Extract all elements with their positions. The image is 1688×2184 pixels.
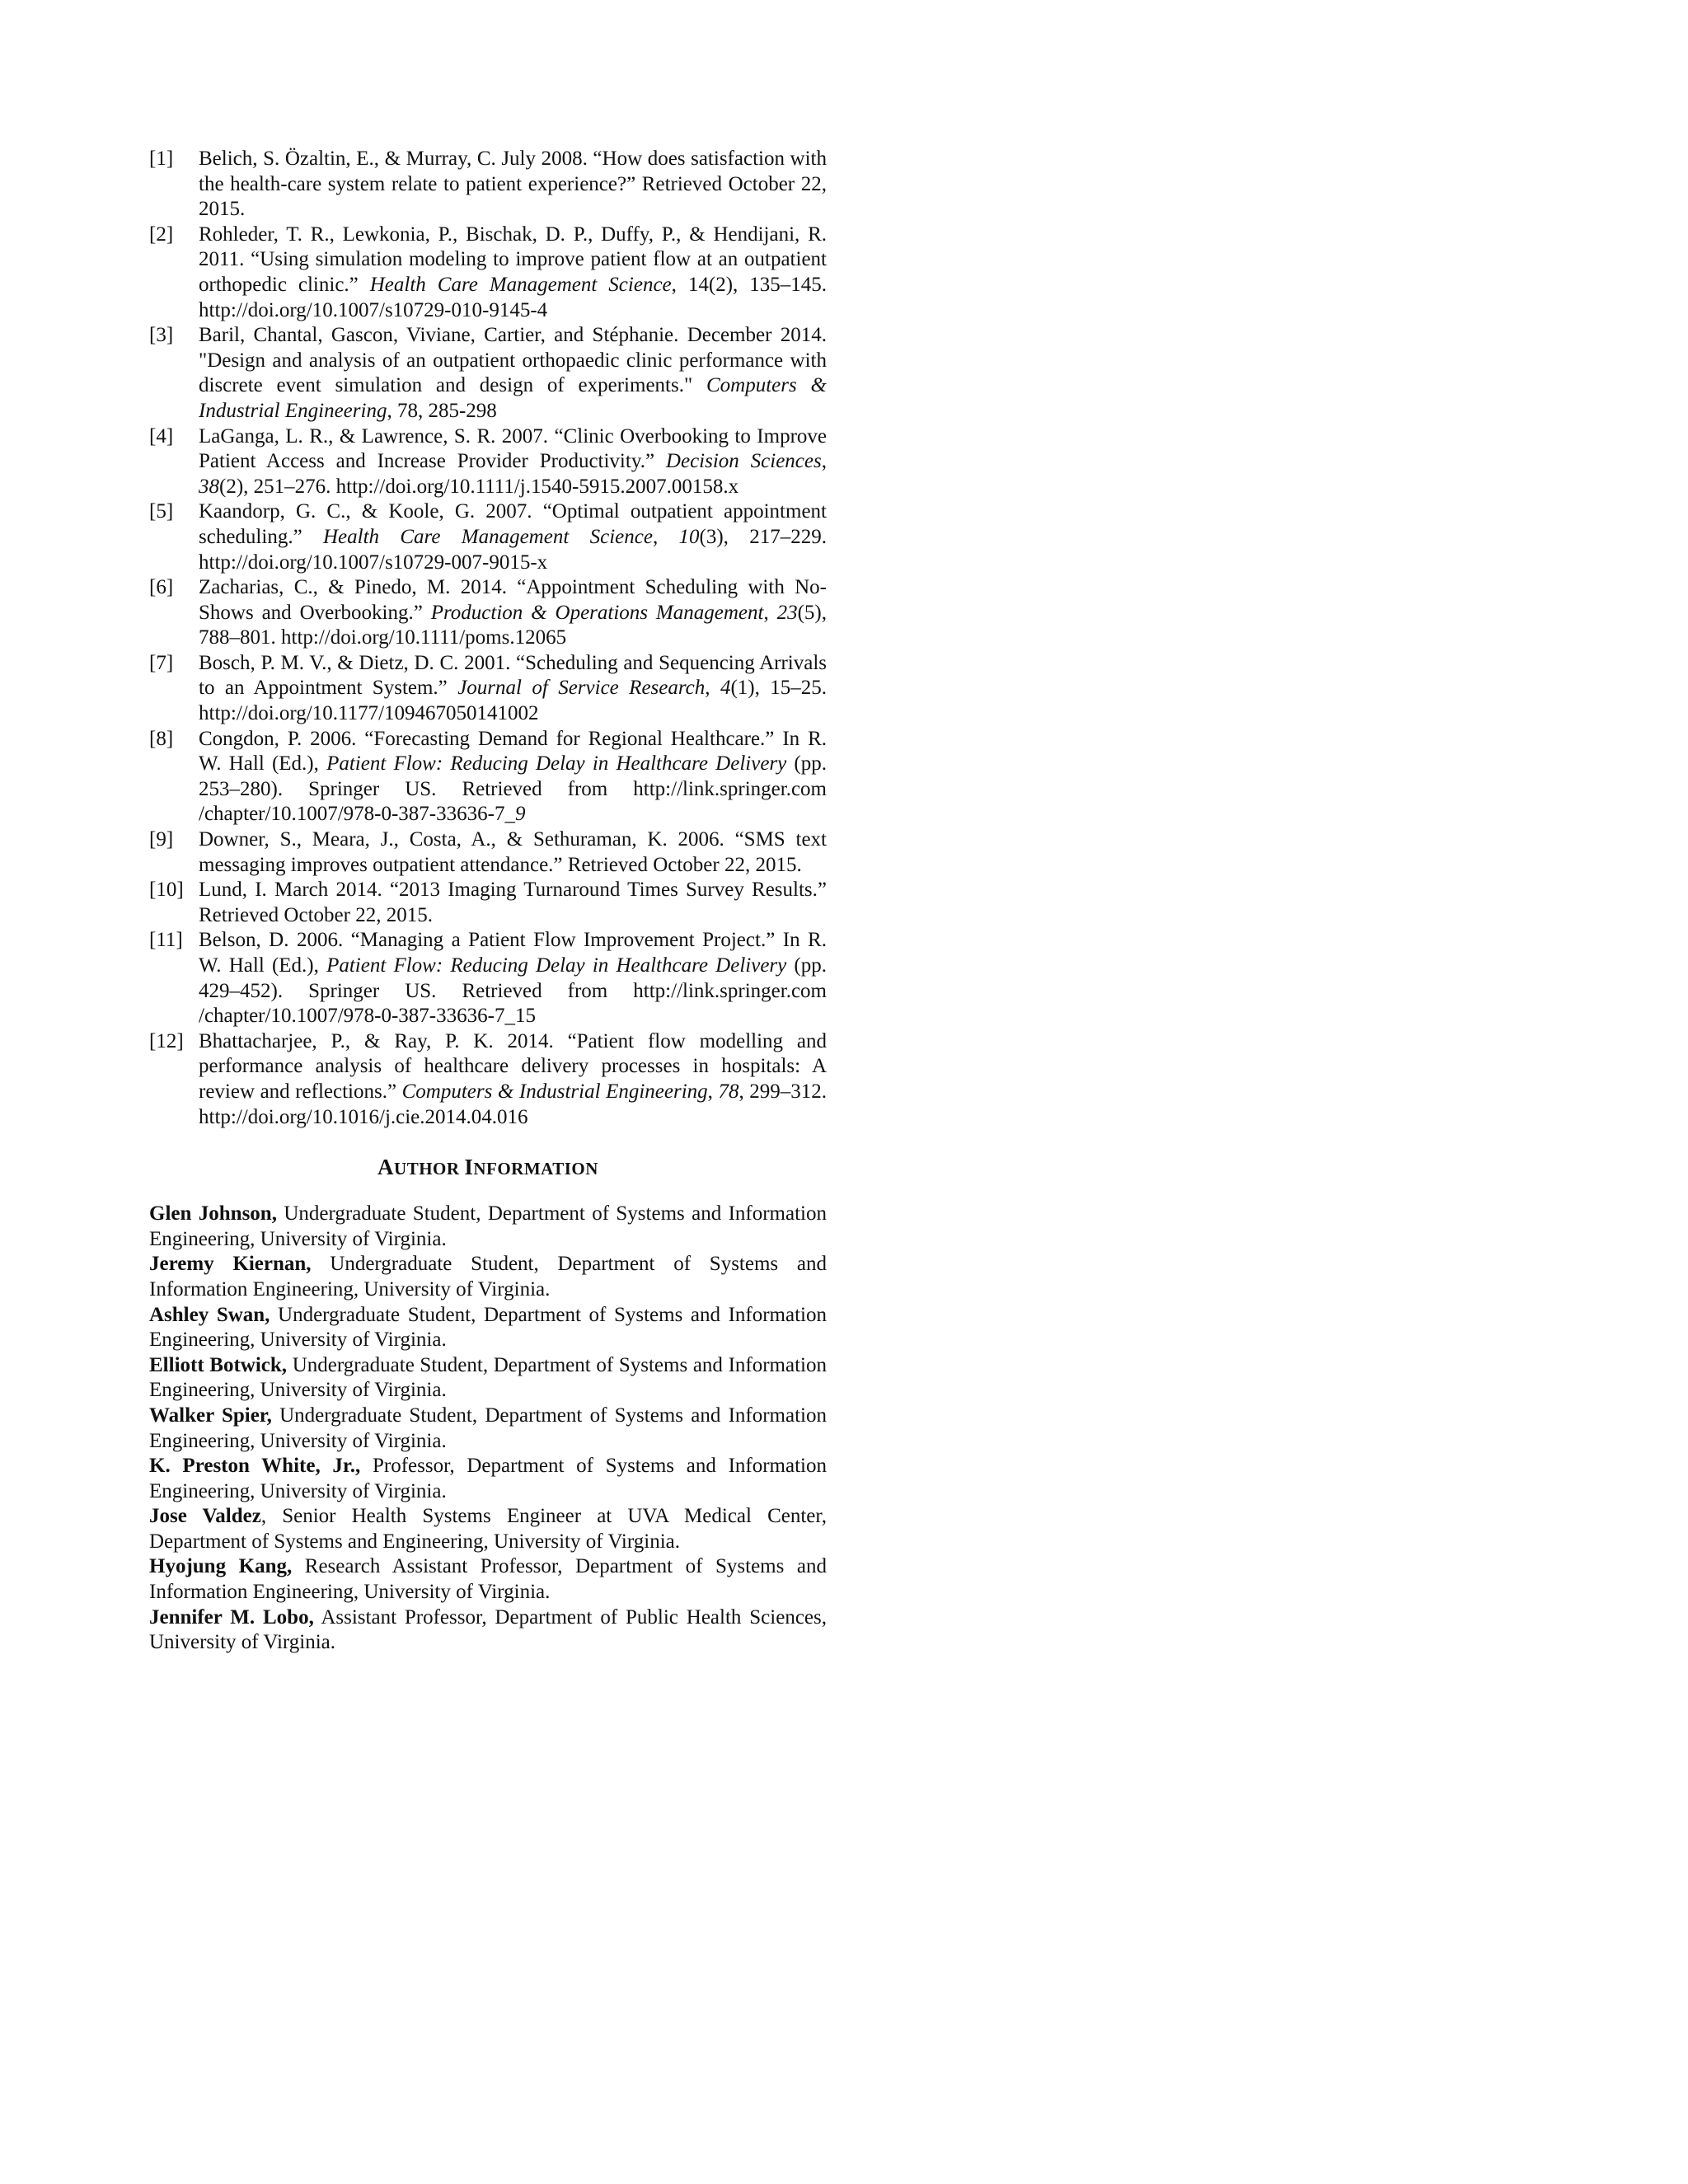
reference-number: [8]: [149, 727, 174, 750]
reference-text: Congdon, P. 2006. “Forecasting Demand for Regional Healthcare.” In R. W. Hall (Ed.), Patient Flow: Reducing Delay in Healthcare Delivery (pp. 253–280). Springer US. Retrieved from http://link.springer.com /chapter/10.1007/978-0-387-33636-7_9: [199, 727, 828, 826]
author-name: Glen Johnson,: [149, 1202, 277, 1226]
reference-text: Bhattacharjee, P., & Ray, P. K. 2014. “Patient flow modelling and performance analysis of healthcare delivery processes in hospitals: A review and reflections.” Computers & Industrial Engineering, 78, 299–312. http://doi.org/10.1016/j.cie.2014.04.016: [199, 1029, 828, 1128]
reference-item: [149, 147, 827, 223]
author-entry: Hyojung Kang, Research Assistant Professor, Department of Systems and Information Engineering, University of Virginia.: [149, 1555, 827, 1604]
reference-item: [149, 223, 827, 323]
reference-item: [149, 928, 827, 1029]
reference-item: [149, 1029, 827, 1130]
author-name: Elliott Botwick,: [149, 1353, 288, 1376]
reference-item: [149, 499, 827, 575]
author-name: Hyojung Kang,: [149, 1555, 293, 1578]
reference-text: LaGanga, L. R., & Lawrence, S. R. 2007. “Clinic Overbooking to Improve Patient Access and Increase Provider Productivity.” Decision Sciences, 38(2), 251–276. http://doi.org/10.1111/j.1540-5915.2007.00158.x: [199, 424, 827, 498]
reference-text: Belson, D. 2006. “Managing a Patient Flow Improvement Project.” In R. W. Hall (Ed.), Patient Flow: Reducing Delay in Healthcare Delivery (pp. 429–452). Springer US. Retrieved from http://link.springer.com /chapter/10.1007/978-0-387-33636-7_15: [199, 929, 828, 1028]
page-column: [149, 147, 827, 1656]
author-entry: Ashley Swan, Undergraduate Student, Department of Systems and Information Engineering, University of Virginia.: [149, 1303, 827, 1352]
author-name: Jose Valdez: [149, 1505, 261, 1528]
reference-text: Downer, S., Meara, J., Costa, A., & Sethuraman, K. 2006. “SMS text messaging improves outpatient attendance.” Retrieved October 22, 2015.: [199, 828, 827, 876]
author-entry: Jennifer M. Lobo, Assistant Professor, Department of Public Health Sciences, University of Virginia.: [149, 1605, 827, 1654]
reference-item: [149, 727, 827, 827]
reference-number: [6]: [149, 576, 174, 599]
author-name: Ashley Swan,: [149, 1303, 270, 1326]
reference-number: [12]: [149, 1029, 184, 1052]
reference-item: [149, 323, 827, 424]
reference-text: Kaandorp, G. C., & Koole, G. 2007. “Optimal outpatient appointment scheduling.” Health Care Management Science, 10(3), 217–229. http://doi.org/10.1007/s10729-007-9015-x: [199, 500, 828, 574]
reference-number: [4]: [149, 424, 174, 448]
author-name: Jeremy Kiernan,: [149, 1253, 312, 1276]
author-information-heading: AUTHOR INFORMATION: [377, 1155, 598, 1180]
reference-item: [149, 827, 827, 878]
reference-text: Rohleder, T. R., Lewkonia, P., Bischak, D. P., Duffy, P., & Hendijani, R. 2011. “Using simulation modeling to improve patient flow at an outpatient orthopedic clinic.” Health Care Management Science, 14(2), 135–145. http://doi.org/10.1007/s10729-010-9145-4: [199, 223, 827, 321]
reference-item: [149, 651, 827, 727]
author-entry: Walker Spier, Undergraduate Student, Department of Systems and Information Engineering, University of Virginia.: [149, 1404, 827, 1452]
author-list: [149, 1202, 827, 1656]
author-entry: Jose Valdez, Senior Health Systems Engineer at UVA Medical Center, Department of Systems and Engineering, University of Virginia.: [149, 1505, 827, 1553]
author-entry: K. Preston White, Jr., Professor, Department of Systems and Information Engineering, University of Virginia.: [149, 1455, 827, 1502]
author-entry: Glen Johnson, Undergraduate Student, Department of Systems and Information Engineering, University of Virginia.: [149, 1202, 827, 1250]
reference-text: Belich, S. Özaltin, E., & Murray, C. July 2008. “How does satisfaction with the health-care system relate to patient experience?” Retrieved October 22, 2015.: [199, 148, 827, 221]
author-name: Jennifer M. Lobo,: [149, 1605, 314, 1629]
reference-item: [149, 878, 827, 928]
reference-number: [1]: [149, 148, 174, 170]
reference-number: [9]: [149, 828, 174, 851]
reference-text: Zacharias, C., & Pinedo, M. 2014. “Appointment Scheduling with No-Shows and Overbooking.” Production & Operations Management, 23(5), 788–801. http://doi.org/10.1111/poms.12065: [199, 576, 827, 649]
reference-number: [2]: [149, 223, 174, 246]
reference-number: [10]: [149, 879, 184, 902]
reference-number: [5]: [149, 500, 174, 523]
reference-text: Bosch, P. M. V., & Dietz, D. C. 2001. “Scheduling and Sequencing Arrivals to an Appointment System.” Journal of Service Research, 4(1), 15–25. http://doi.org/10.1177/109467050141002: [199, 651, 827, 725]
reference-list: [149, 147, 827, 1130]
author-name: Walker Spier,: [149, 1404, 272, 1427]
reference-text: Lund, I. March 2014. “2013 Imaging Turnaround Times Survey Results.” Retrieved October 22, 2015.: [199, 879, 827, 926]
author-name: K. Preston White, Jr.,: [149, 1455, 361, 1478]
reference-number: [3]: [149, 324, 174, 347]
author-entry: Elliott Botwick, Undergraduate Student, Department of Systems and Information Engineering, University of Virginia.: [149, 1353, 827, 1402]
reference-text: Baril, Chantal, Gascon, Viviane, Cartier, and Stéphanie. December 2014. "Design and analysis of an outpatient orthopaedic clinic performance with discrete event simulation and design of experiments." Computers & Industrial Engineering, 78, 285-298: [199, 324, 827, 422]
reference-number: [11]: [149, 929, 183, 952]
reference-item: [149, 424, 827, 500]
reference-number: [7]: [149, 651, 174, 674]
author-entry: Jeremy Kiernan, Undergraduate Student, Department of Systems and Information Engineering, University of Virginia.: [149, 1253, 827, 1301]
reference-item: [149, 575, 827, 651]
